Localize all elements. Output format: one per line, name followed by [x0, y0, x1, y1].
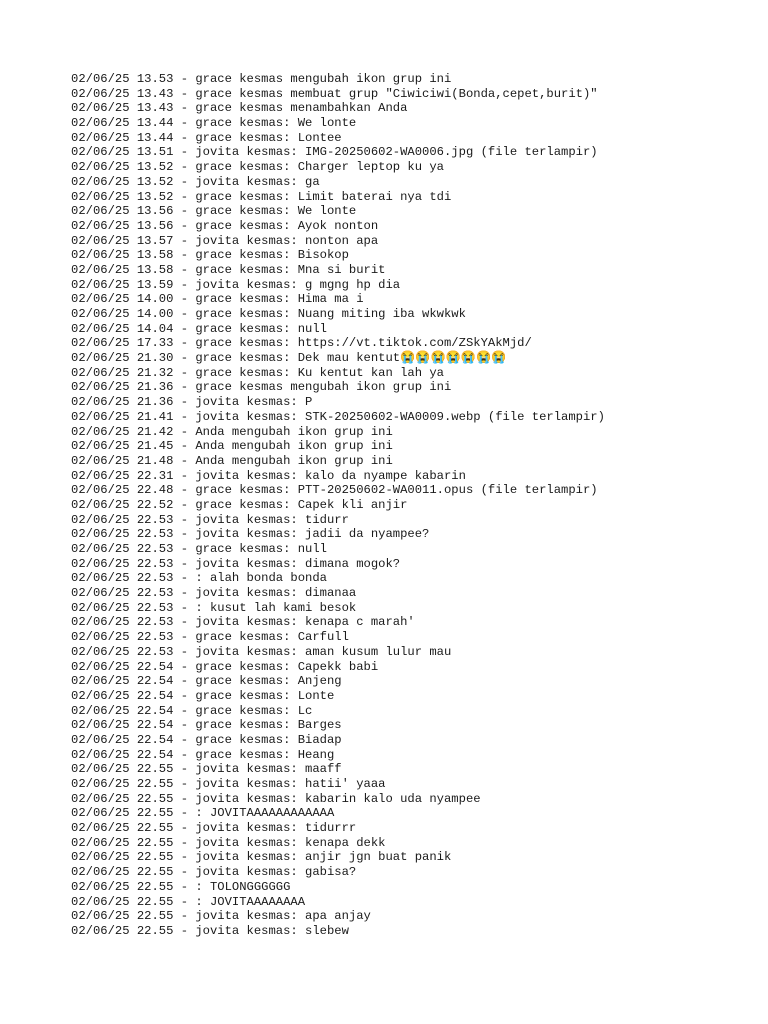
- chat-log-line: 02/06/25 22.55 - jovita kesmas: apa anjay: [71, 909, 371, 924]
- chat-log-line: 02/06/25 13.52 - grace kesmas: Limit baterai nya tdi: [71, 189, 452, 204]
- chat-log: [71, 72, 605, 939]
- chat-log-line: 02/06/25 22.55 - jovita kesmas: gabisa?: [71, 865, 357, 880]
- chat-log-line: 02/06/25 13.44 - grace kesmas: We lonte: [71, 116, 357, 131]
- chat-log-line: 02/06/25 22.54 - grace kesmas: Anjeng: [71, 674, 342, 689]
- chat-log-line: 02/06/25 17.33 - grace kesmas: https://vt.tiktok.com/ZSkYAkMjd/: [71, 336, 532, 351]
- chat-log-line: 02/06/25 13.43 - grace kesmas membuat grup "Ciwiciwi(Bonda,cepet,burit)": [71, 86, 598, 101]
- chat-log-line: 02/06/25 14.00 - grace kesmas: Hima ma i: [71, 292, 364, 307]
- chat-log-line: 02/06/25 22.55 - jovita kesmas: slebew: [71, 923, 349, 938]
- chat-log-line: 02/06/25 22.54 - grace kesmas: Lonte: [71, 688, 335, 703]
- chat-log-line: 02/06/25 22.55 - jovita kesmas: anjir jgn buat panik: [71, 850, 452, 865]
- chat-log-line: 02/06/25 13.58 - grace kesmas: Mna si burit: [71, 262, 386, 277]
- chat-log-line: 02/06/25 22.54 - grace kesmas: Barges: [71, 718, 342, 733]
- chat-log-line: 02/06/25 13.59 - jovita kesmas: g mgng hp dia: [71, 277, 401, 292]
- chat-log-line: 02/06/25 22.55 - jovita kesmas: kenapa dekk: [71, 835, 386, 850]
- chat-log-line: 02/06/25 21.36 - grace kesmas mengubah ikon grup ini: [71, 380, 452, 395]
- chat-log-line: 02/06/25 22.53 - : alah bonda bonda: [71, 571, 327, 586]
- chat-log-line: 02/06/25 22.48 - grace kesmas: PTT-20250602-WA0011.opus (file terlampir): [71, 483, 598, 498]
- chat-log-line: 02/06/25 21.48 - Anda mengubah ikon grup ini: [71, 453, 393, 468]
- chat-log-line: 02/06/25 13.52 - jovita kesmas: ga: [71, 174, 320, 189]
- chat-log-line: 02/06/25 22.53 - jovita kesmas: kenapa c marah': [71, 615, 415, 630]
- chat-log-line: 02/06/25 22.54 - grace kesmas: Biadap: [71, 732, 342, 747]
- chat-log-line: 02/06/25 22.55 - : JOVITAAAAAAAAAAAA: [71, 806, 335, 821]
- chat-log-line: 02/06/25 22.55 - jovita kesmas: tidurrr: [71, 821, 357, 836]
- chat-log-line: 02/06/25 21.41 - jovita kesmas: STK-20250602-WA0009.webp (file terlampir): [71, 409, 605, 424]
- chat-log-line: 02/06/25 13.43 - grace kesmas menambahkan Anda: [71, 101, 408, 116]
- chat-log-line: 02/06/25 22.55 - jovita kesmas: hatii' yaaa: [71, 777, 386, 791]
- chat-log-line: 02/06/25 22.54 - grace kesmas: Capekk babi: [71, 659, 379, 674]
- chat-log-line: 02/06/25 22.53 - jovita kesmas: tidurr: [71, 512, 349, 527]
- chat-log-line: 02/06/25 22.53 - grace kesmas: null: [71, 542, 327, 556]
- chat-log-line: 02/06/25 22.55 - jovita kesmas: maaff: [71, 762, 342, 777]
- chat-log-line: 02/06/25 21.42 - Anda mengubah ikon grup ini: [71, 424, 393, 439]
- chat-log-line: 02/06/25 22.55 - jovita kesmas: kabarin kalo uda nyampee: [71, 791, 481, 806]
- chat-log-line: 02/06/25 22.53 - jovita kesmas: dimana mogok?: [71, 556, 401, 571]
- chat-log-line: 02/06/25 13.52 - grace kesmas: Charger leptop ku ya: [71, 160, 444, 175]
- chat-log-line: 02/06/25 13.51 - jovita kesmas: IMG-20250602-WA0006.jpg (file terlampir): [71, 145, 598, 160]
- chat-log-line: 02/06/25 22.54 - grace kesmas: Lc: [71, 703, 313, 718]
- chat-log-line: 02/06/25 22.54 - grace kesmas: Heang: [71, 747, 335, 762]
- chat-log-line: 02/06/25 22.53 - jovita kesmas: aman kusum lulur mau: [71, 644, 452, 659]
- chat-log-line: 02/06/25 13.53 - grace kesmas mengubah ikon grup ini: [71, 72, 452, 86]
- chat-log-line: 02/06/25 13.56 - grace kesmas: We lonte: [71, 204, 357, 219]
- chat-log-line: 02/06/25 21.32 - grace kesmas: Ku kentut kan lah ya: [71, 365, 444, 380]
- chat-log-line: 02/06/25 22.53 - jovita kesmas: jadii da nyampee?: [71, 527, 430, 542]
- chat-log-line: 02/06/25 21.36 - jovita kesmas: P: [71, 395, 313, 410]
- chat-log-line: 02/06/25 22.53 - grace kesmas: Carfull: [71, 630, 349, 645]
- chat-log-line: 02/06/25 14.00 - grace kesmas: Nuang miting iba wkwkwk: [71, 307, 466, 321]
- chat-log-line: 02/06/25 22.55 - : TOLONGGGGGG: [71, 879, 291, 894]
- chat-log-line: 02/06/25 21.45 - Anda mengubah ikon grup ini: [71, 439, 393, 454]
- chat-log-line: 02/06/25 22.53 - jovita kesmas: dimanaa: [71, 586, 357, 601]
- chat-log-line: 02/06/25 13.58 - grace kesmas: Bisokop: [71, 248, 349, 263]
- chat-log-line: 02/06/25 22.52 - grace kesmas: Capek kli anjir: [71, 497, 408, 512]
- chat-log-line: 02/06/25 13.57 - jovita kesmas: nonton apa: [71, 233, 379, 248]
- chat-log-line: 02/06/25 13.56 - grace kesmas: Ayok nonton: [71, 218, 379, 233]
- chat-log-line: 02/06/25 22.55 - : JOVITAAAAAAAA: [71, 894, 306, 909]
- chat-log-line: 02/06/25 13.44 - grace kesmas: Lontee: [71, 130, 342, 145]
- chat-log-line: 02/06/25 22.53 - : kusut lah kami besok: [71, 600, 357, 615]
- chat-log-line: 02/06/25 22.31 - jovita kesmas: kalo da nyampe kabarin: [71, 468, 466, 483]
- chat-log-line: 02/06/25 21.30 - grace kesmas: Dek mau kentut😭😭😭😭😭😭😭: [71, 351, 507, 366]
- chat-log-line: 02/06/25 14.04 - grace kesmas: null: [71, 321, 327, 336]
